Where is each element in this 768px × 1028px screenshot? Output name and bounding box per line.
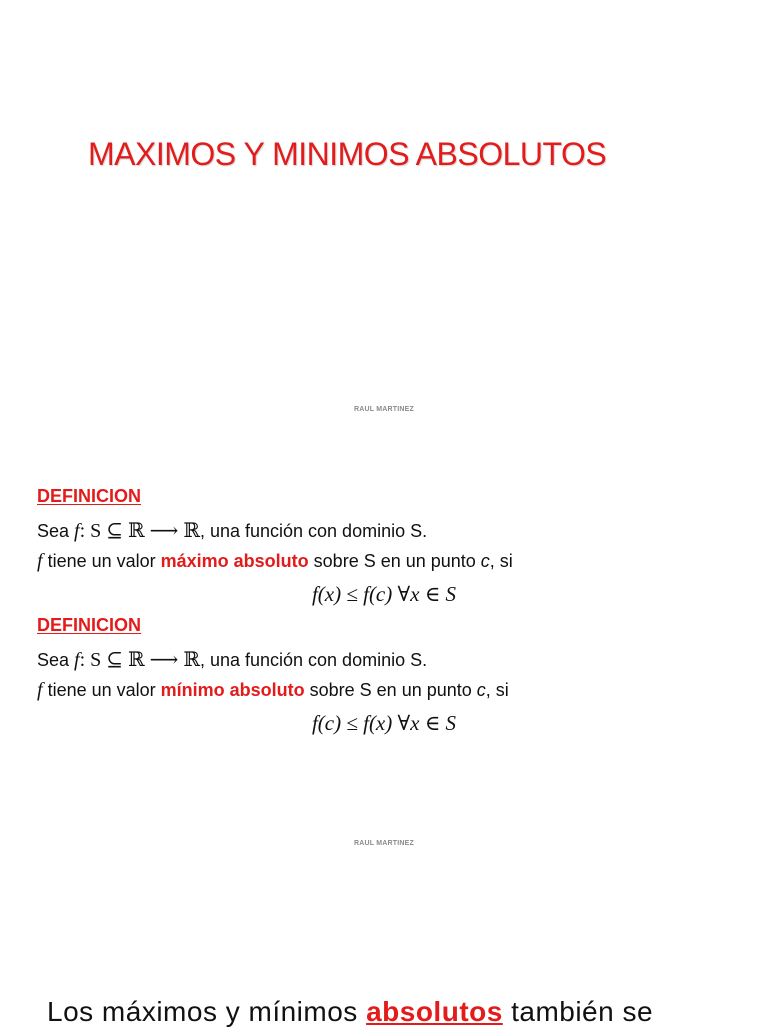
definition-max-domain-line [37, 518, 427, 543]
condition-prefix: tiene un valor [42, 680, 161, 700]
c-symbol: c [480, 551, 490, 571]
formula-min: f(c) ≤ f(x) ∀x ∈ S [311, 711, 457, 735]
minimo-absoluto-highlight: mínimo absoluto [160, 680, 305, 700]
definition-min-domain-line [37, 647, 427, 672]
definition-heading-max: DEFINICION [37, 486, 142, 506]
condition-prefix: tiene un valor [42, 551, 161, 571]
f-symbol: f [37, 550, 43, 572]
slide-title: MAXIMOS Y MINIMOS ABSOLUTOS [88, 136, 607, 172]
f-symbol: f [74, 649, 80, 671]
f-symbol: f [37, 679, 43, 701]
domain-text: , una función con dominio S. [199, 650, 428, 670]
domain-expression: : S ⊆ ℝ ⟶ ℝ [79, 649, 200, 671]
formula-max: f(x) ≤ f(c) ∀x ∈ S [311, 582, 457, 606]
slide-footer-author: RAUL MARTINEZ [353, 406, 415, 413]
definition-max-condition-line [37, 550, 513, 573]
slide3-text [47, 996, 653, 1028]
c-symbol: c [476, 680, 486, 700]
condition-suffix-end: , si [485, 680, 509, 700]
condition-suffix-end: , si [489, 551, 513, 571]
slide-footer-author: RAUL MARTINEZ [353, 840, 415, 847]
f-symbol: f [74, 520, 80, 542]
condition-suffix: sobre S en un punto [304, 680, 477, 700]
condition-suffix: sobre S en un punto [308, 551, 481, 571]
slide3-text-end: también se [502, 996, 654, 1027]
definition-min-condition-line [37, 679, 509, 702]
slide3-text-start: Los máximos y mínimos [47, 996, 367, 1027]
domain-text: , una función con dominio S. [199, 521, 428, 541]
definition-heading-min: DEFINICION [37, 615, 142, 635]
maximo-absoluto-highlight: máximo absoluto [160, 551, 309, 571]
domain-expression: : S ⊆ ℝ ⟶ ℝ [79, 520, 200, 542]
sea-text: Sea [37, 521, 75, 541]
absolutos-highlight: absolutos [366, 996, 503, 1027]
sea-text: Sea [37, 650, 75, 670]
